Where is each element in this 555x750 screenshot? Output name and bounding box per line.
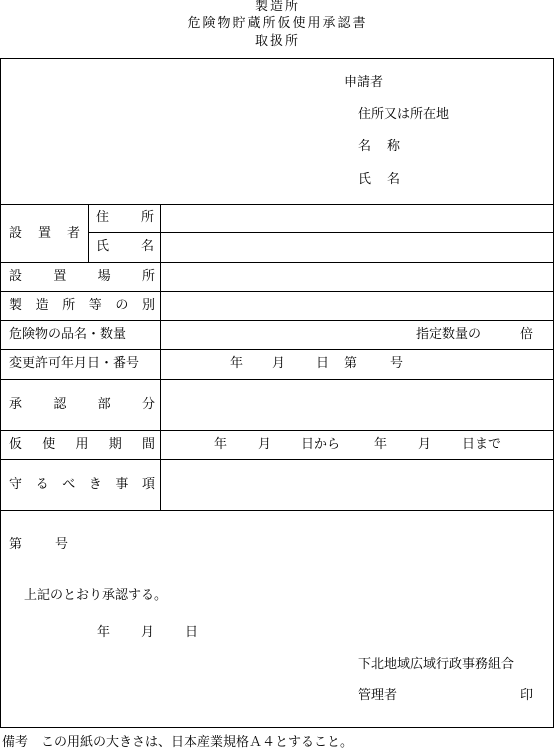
hazmat-ratio-label: 指定数量の (416, 327, 482, 342)
facility-char-2: 造 (35, 298, 49, 313)
divider-hazmat (0, 349, 554, 350)
title-line-3: 取扱所 (254, 34, 300, 49)
location-char-3: 場 (97, 269, 111, 284)
applicant-person-label (358, 173, 400, 186)
facility-char-6: 別 (141, 298, 155, 313)
observe-char-6: 項 (141, 477, 155, 492)
period-end-day: 日まで (462, 437, 502, 452)
observe-char-3: べ (62, 477, 76, 492)
installer-char-2: 置 (37, 226, 51, 241)
permit-month: 月 (272, 356, 286, 371)
manager-label: 管理者 (358, 688, 398, 703)
period-start-day: 日から (301, 437, 341, 452)
divider-period (0, 459, 554, 460)
approved-char-4: 分 (141, 397, 155, 412)
document-title: 危険物貯蔵所仮使用承認書 (187, 16, 368, 31)
installer-char-1: 設 (9, 226, 23, 241)
period-char-4: 期 (108, 437, 122, 452)
location-char-2: 置 (53, 269, 67, 284)
approved-char-1: 承 (9, 397, 23, 412)
observe-char-4: き (88, 477, 102, 492)
approval-day: 日 (185, 625, 199, 640)
installer-char-3: 者 (66, 226, 80, 241)
footnote: 備考 この用紙の大きさは、日本産業規格Ａ４とすること。 (2, 735, 354, 750)
approval-no-suffix: 号 (55, 537, 69, 552)
approval-statement: 上記のとおり承認する。 (24, 588, 168, 603)
approved-char-2: 認 (53, 397, 67, 412)
approval-year: 年 (97, 625, 111, 640)
applicant-person-char-2: 名 (386, 172, 400, 187)
installer-name-char-2: 名 (140, 239, 154, 254)
period-label (9, 438, 155, 451)
permit-day: 日 (316, 356, 330, 371)
observe-label (9, 478, 155, 491)
facility-type-label (9, 299, 155, 312)
hazmat-ratio-unit: 倍 (520, 327, 534, 342)
title-line-1: 製造所 (254, 0, 300, 14)
facility-char-5: の (115, 298, 129, 313)
permit-year: 年 (230, 356, 244, 371)
observe-char-2: る (35, 477, 49, 492)
applicant-person-char-1: 氏 (358, 172, 372, 187)
installer-address-char-2: 所 (140, 210, 154, 225)
approval-no-prefix: 第 (9, 537, 23, 552)
period-start-month: 月 (258, 437, 272, 452)
divider-location (0, 291, 554, 292)
facility-char-1: 製 (9, 298, 23, 313)
approval-month: 月 (141, 625, 155, 640)
installer-label (9, 227, 80, 240)
applicant-heading: 申請者 (344, 75, 384, 90)
divider-observe (0, 510, 554, 511)
divider-permit (0, 379, 554, 380)
approved-part-label (9, 398, 155, 411)
permit-label: 変更許可年月日・番号 (9, 356, 140, 371)
period-end-month: 月 (418, 437, 432, 452)
observe-char-1: 守 (9, 477, 23, 492)
permit-no-prefix: 第 (344, 356, 358, 371)
location-char-4: 所 (141, 269, 155, 284)
permit-no-suffix: 号 (390, 356, 404, 371)
installer-address-char-1: 住 (96, 210, 110, 225)
observe-char-5: 事 (115, 477, 129, 492)
approved-char-3: 部 (97, 397, 111, 412)
facility-char-3: 所 (62, 298, 76, 313)
divider-facility (0, 320, 554, 321)
divider-applicant (0, 204, 554, 205)
installer-subdivider (88, 204, 89, 262)
installer-name-label (96, 240, 154, 253)
divider-installer-inner (88, 232, 554, 233)
authority-name: 下北地域広域行政事務組合 (358, 657, 515, 672)
period-char-3: 用 (75, 437, 89, 452)
applicant-name-char-2: 称 (386, 139, 400, 154)
facility-char-4: 等 (88, 298, 102, 313)
hazmat-label: 危険物の品名・数量 (9, 327, 127, 342)
seal-mark: 印 (520, 688, 534, 703)
applicant-address-label: 住所又は所在地 (358, 107, 450, 122)
period-char-5: 間 (141, 437, 155, 452)
period-char-2: 使 (42, 437, 56, 452)
installer-name-char-1: 氏 (96, 239, 110, 254)
period-end-year: 年 (374, 437, 388, 452)
divider-installer (0, 262, 554, 263)
divider-approved (0, 430, 554, 431)
applicant-name-char-1: 名 (358, 139, 372, 154)
column-divider (160, 204, 161, 510)
location-label (9, 270, 155, 283)
period-start-year: 年 (214, 437, 228, 452)
applicant-name-label (358, 140, 400, 153)
installer-address-label (96, 211, 154, 224)
form-frame (0, 58, 554, 728)
location-char-1: 設 (9, 269, 23, 284)
period-char-1: 仮 (9, 437, 23, 452)
